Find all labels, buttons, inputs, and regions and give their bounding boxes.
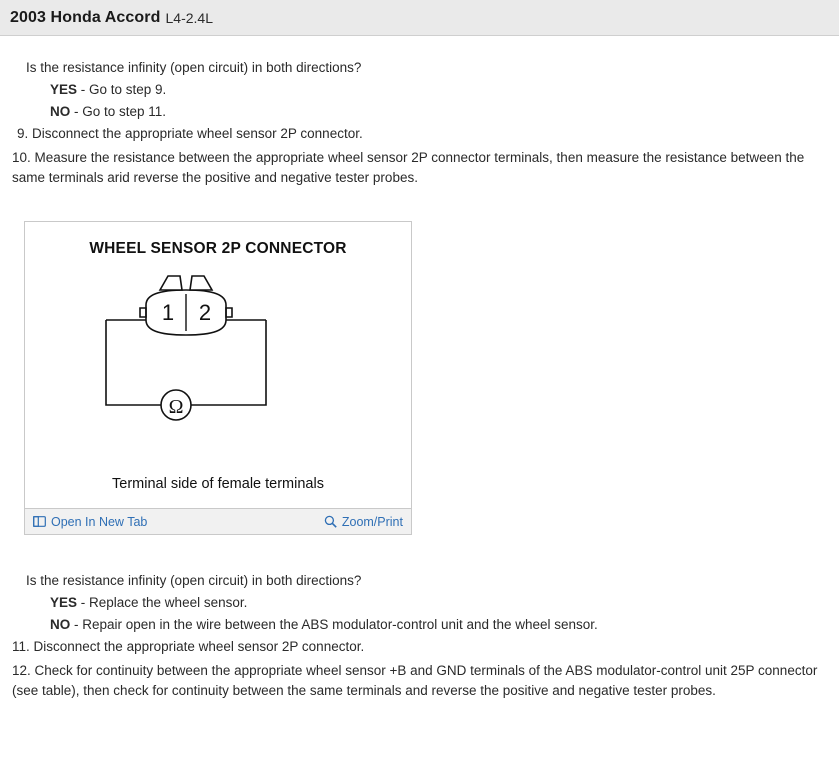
upper-yes-label: YES — [50, 82, 78, 97]
step-10: 10. Measure the resistance between the appropriate wheel sensor 2P connector terminals, then measure the resistance between the same terminals arid reverse the positive and negative tester probes. — [12, 150, 805, 185]
upper-yes-answer — [12, 82, 827, 97]
wheel-sensor-2p-connector-diagram — [88, 268, 348, 443]
zoom-print-button[interactable] — [324, 515, 403, 529]
vehicle-title: 2003 Honda Accord — [10, 8, 161, 26]
figure-title: WHEEL SENSOR 2P CONNECTOR — [89, 240, 347, 258]
zoom-print-label: Zoom/Print — [341, 514, 403, 529]
new-window-icon — [33, 515, 46, 528]
step-11: 11. Disconnect the appropriate wheel sensor 2P connector. — [12, 639, 365, 655]
upper-no-label: NO — [50, 104, 71, 119]
lower-no-label: NO — [50, 617, 71, 633]
lower-no-answer — [12, 617, 827, 632]
svg-text:1: 1 — [161, 300, 175, 326]
lower-yes-label: YES — [50, 595, 78, 611]
magnifier-icon — [324, 515, 337, 528]
figure-container — [24, 221, 412, 535]
step-9: 9. Disconnect the appropriate wheel sensor 2P connector. — [17, 126, 363, 141]
upper-no-text: - Go to step 11. — [70, 104, 167, 119]
upper-question: Is the resistance infinity (open circuit) in both directions? — [26, 60, 362, 75]
lower-section — [12, 573, 827, 700]
page-header — [0, 0, 839, 36]
svg-text:Ω: Ω — [168, 396, 184, 419]
lower-yes-text: - Replace the wheel sensor. — [77, 595, 248, 611]
lower-no-text: - Repair open in the wire between the ABS modulator-control unit and the wheel sensor. — [70, 617, 598, 633]
figure-caption: Terminal side of female terminals — [112, 476, 324, 493]
upper-no-answer — [12, 104, 827, 119]
open-in-new-tab-button[interactable] — [33, 515, 147, 529]
lower-question: Is the resistance infinity (open circuit) in both directions? — [26, 573, 362, 589]
figure-image[interactable] — [24, 221, 412, 509]
upper-yes-text: - Go to step 9. — [77, 82, 167, 97]
lower-yes-answer — [12, 595, 827, 610]
open-in-new-tab-label: Open In New Tab — [51, 514, 148, 529]
document-body — [0, 60, 839, 700]
step-12: 12. Check for continuity between the appropriate wheel sensor +B and GND terminals of the ABS modulator-control unit 25P connector (see table), then check for continuity between the same terminals and reverse the positive and negative tester probes. — [12, 663, 818, 698]
vehicle-engine: L4-2.4L — [165, 9, 213, 26]
figure-toolbar — [24, 509, 412, 535]
svg-text:2: 2 — [198, 300, 212, 326]
